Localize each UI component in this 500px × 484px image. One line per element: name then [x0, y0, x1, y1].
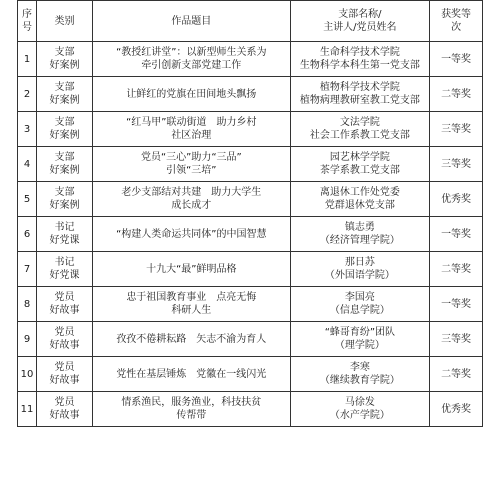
cell-title-line: 牵引创新支部党建工作 — [141, 60, 242, 71]
cell-no: 5 — [18, 182, 37, 217]
cell-category-line: 好案例 — [49, 130, 80, 141]
cell-category-line: 好故事 — [49, 305, 80, 316]
cell-branch — [290, 217, 430, 252]
cell-award: 一等奖 — [430, 287, 483, 322]
header-award-line-1: 获奖等 — [441, 9, 472, 20]
cell-category-line: 书记 — [54, 222, 75, 233]
cell-branch — [290, 147, 430, 182]
cell-no: 2 — [18, 77, 37, 112]
cell-title-line: 让鲜红的党旗在田间地头飘扬 — [126, 88, 257, 100]
cell-title-line: “构建人类命运共同体”的中国智慧 — [116, 228, 267, 240]
cell-title — [93, 392, 291, 427]
cell-category-line: 好故事 — [49, 410, 80, 421]
cell-category-line: 支部 — [54, 152, 75, 163]
cell-category-line: 支部 — [54, 82, 75, 93]
table-row — [18, 42, 483, 77]
cell-category-line: 书记 — [54, 257, 75, 268]
cell-branch-line: （经济管理学院） — [319, 235, 400, 246]
cell-category-line: 党员 — [54, 292, 75, 303]
cell-branch — [290, 42, 430, 77]
cell-award: 三等奖 — [430, 322, 483, 357]
cell-branch-line: “蜂哥育纷”团队 — [324, 327, 396, 338]
cell-category — [37, 147, 93, 182]
cell-branch-line: （继续教育学院） — [319, 375, 400, 386]
header-award — [430, 1, 483, 42]
table-row — [18, 182, 483, 217]
header-award-line-2: 次 — [451, 22, 462, 33]
cell-branch-line: 社会工作系教工党支部 — [309, 130, 410, 141]
header-category — [37, 1, 93, 42]
cell-branch — [290, 392, 430, 427]
cell-branch-line: 生命科学技术学院 — [319, 47, 400, 58]
cell-title-line: 孜孜不倦耕耘路 矢志不渝为育人 — [116, 333, 267, 345]
header-no-line-1: 序 — [22, 9, 32, 20]
cell-category — [37, 252, 93, 287]
cell-category-line: 支部 — [54, 117, 75, 128]
cell-title-line: 忠于祖国教育事业 点亮无悔 — [126, 292, 257, 303]
cell-award: 三等奖 — [430, 147, 483, 182]
cell-branch-line: （水产学院） — [329, 410, 390, 421]
header-no — [18, 1, 37, 42]
cell-branch-line: 李寒 — [349, 362, 370, 373]
cell-category-line: 好故事 — [49, 375, 80, 386]
cell-category-line: 好党课 — [49, 270, 80, 281]
cell-award: 一等奖 — [430, 42, 483, 77]
cell-title-line: 成长成才 — [171, 200, 212, 211]
cell-award: 二等奖 — [430, 357, 483, 392]
cell-category-line: 好案例 — [49, 60, 80, 71]
cell-title — [93, 42, 291, 77]
table-row — [18, 357, 483, 392]
cell-category — [37, 357, 93, 392]
header-category-line-1: 类别 — [54, 15, 75, 27]
results-table-container — [17, 0, 483, 427]
cell-title — [93, 77, 291, 112]
cell-title-line: 党性在基层锤炼 党徽在一线闪光 — [116, 368, 267, 380]
cell-category — [37, 42, 93, 77]
cell-category — [37, 392, 93, 427]
cell-category-line: 党员 — [54, 397, 75, 408]
cell-branch-line: （信息学院） — [329, 305, 390, 316]
cell-title-line: 党员“三心”助力“三品” — [140, 152, 242, 163]
table-header — [18, 1, 483, 42]
cell-title — [93, 112, 291, 147]
header-title-line-1: 作品题目 — [171, 15, 212, 27]
table-row — [18, 252, 483, 287]
header-branch — [290, 1, 430, 42]
header-branch-line-2: 主讲人/党员姓名 — [323, 22, 397, 33]
cell-branch — [290, 77, 430, 112]
cell-branch — [290, 322, 430, 357]
table-row — [18, 287, 483, 322]
cell-branch-line: 那日苏 — [344, 257, 375, 268]
header-no-line-2: 号 — [22, 22, 32, 33]
cell-title-line: 社区治理 — [171, 130, 212, 141]
cell-category-line: 好案例 — [49, 95, 80, 106]
cell-award: 优秀奖 — [430, 392, 483, 427]
cell-branch-line: 马徐发 — [344, 397, 375, 408]
cell-title — [93, 287, 291, 322]
cell-no: 8 — [18, 287, 37, 322]
cell-award: 优秀奖 — [430, 182, 483, 217]
cell-branch-line: 生物科学本科生第一党支部 — [299, 60, 420, 71]
cell-category-line: 好党课 — [49, 235, 80, 246]
cell-award: 一等奖 — [430, 217, 483, 252]
cell-branch — [290, 287, 430, 322]
cell-no: 11 — [18, 392, 37, 427]
cell-category-line: 好故事 — [49, 340, 80, 351]
cell-title-line: 传帮带 — [176, 410, 207, 421]
cell-no: 9 — [18, 322, 37, 357]
header-branch-line-1: 支部名称/ — [338, 9, 382, 20]
cell-award: 二等奖 — [430, 252, 483, 287]
table-row — [18, 77, 483, 112]
award-results-table — [17, 0, 483, 427]
cell-title-line: 老少支部结对共建 助力大学生 — [121, 187, 262, 198]
cell-no: 10 — [18, 357, 37, 392]
cell-title — [93, 217, 291, 252]
cell-title — [93, 322, 291, 357]
table-body — [18, 42, 483, 427]
cell-category-line: 支部 — [54, 47, 75, 58]
cell-branch-line: （理学院） — [334, 340, 385, 351]
table-row — [18, 147, 483, 182]
table-row — [18, 112, 483, 147]
cell-title-line: 引领“三培” — [166, 165, 217, 176]
cell-category — [37, 182, 93, 217]
cell-title — [93, 252, 291, 287]
cell-category — [37, 287, 93, 322]
cell-title-line: 情系渔民，服务渔业，科技扶贫 — [121, 397, 262, 408]
cell-category-line: 好案例 — [49, 165, 80, 176]
cell-title — [93, 182, 291, 217]
cell-branch-line: 镇志勇 — [344, 222, 375, 233]
table-row — [18, 217, 483, 252]
cell-branch-line: 离退休工作处党委 — [319, 187, 400, 198]
cell-title-line: “红马甲”联动街道 助力乡村 — [126, 117, 257, 128]
table-row — [18, 392, 483, 427]
cell-no: 7 — [18, 252, 37, 287]
cell-branch-line: 党群退休党支部 — [324, 200, 395, 211]
cell-branch — [290, 112, 430, 147]
cell-branch-line: 植物科学技术学院 — [319, 82, 400, 93]
cell-branch-line: 园艺林学学院 — [329, 152, 390, 163]
cell-branch-line: 李国亮 — [344, 292, 375, 303]
cell-branch — [290, 357, 430, 392]
cell-category — [37, 112, 93, 147]
cell-title — [93, 357, 291, 392]
cell-category — [37, 77, 93, 112]
cell-branch-line: （外国语学院） — [324, 270, 395, 281]
cell-category — [37, 217, 93, 252]
cell-branch-line: 文法学院 — [339, 117, 380, 128]
cell-no: 6 — [18, 217, 37, 252]
cell-category — [37, 322, 93, 357]
cell-award: 三等奖 — [430, 112, 483, 147]
cell-title-line: 十九大“最”鲜明品格 — [146, 263, 237, 275]
cell-title-line: “教授红讲堂”：以新型师生关系为 — [116, 47, 267, 58]
cell-branch-line: 植物病理教研室教工党支部 — [299, 95, 420, 106]
cell-category-line: 好案例 — [49, 200, 80, 211]
cell-title-line: 科研人生 — [171, 305, 212, 316]
header-title — [93, 1, 291, 42]
cell-no: 3 — [18, 112, 37, 147]
cell-branch — [290, 182, 430, 217]
cell-branch-line: 茶学系教工党支部 — [319, 165, 400, 176]
cell-category-line: 支部 — [54, 187, 75, 198]
cell-no: 1 — [18, 42, 37, 77]
header-row — [18, 1, 483, 42]
table-row — [18, 322, 483, 357]
cell-award: 二等奖 — [430, 77, 483, 112]
cell-branch — [290, 252, 430, 287]
cell-category-line: 党员 — [54, 327, 75, 338]
cell-category-line: 党员 — [54, 362, 75, 373]
cell-title — [93, 147, 291, 182]
cell-no: 4 — [18, 147, 37, 182]
